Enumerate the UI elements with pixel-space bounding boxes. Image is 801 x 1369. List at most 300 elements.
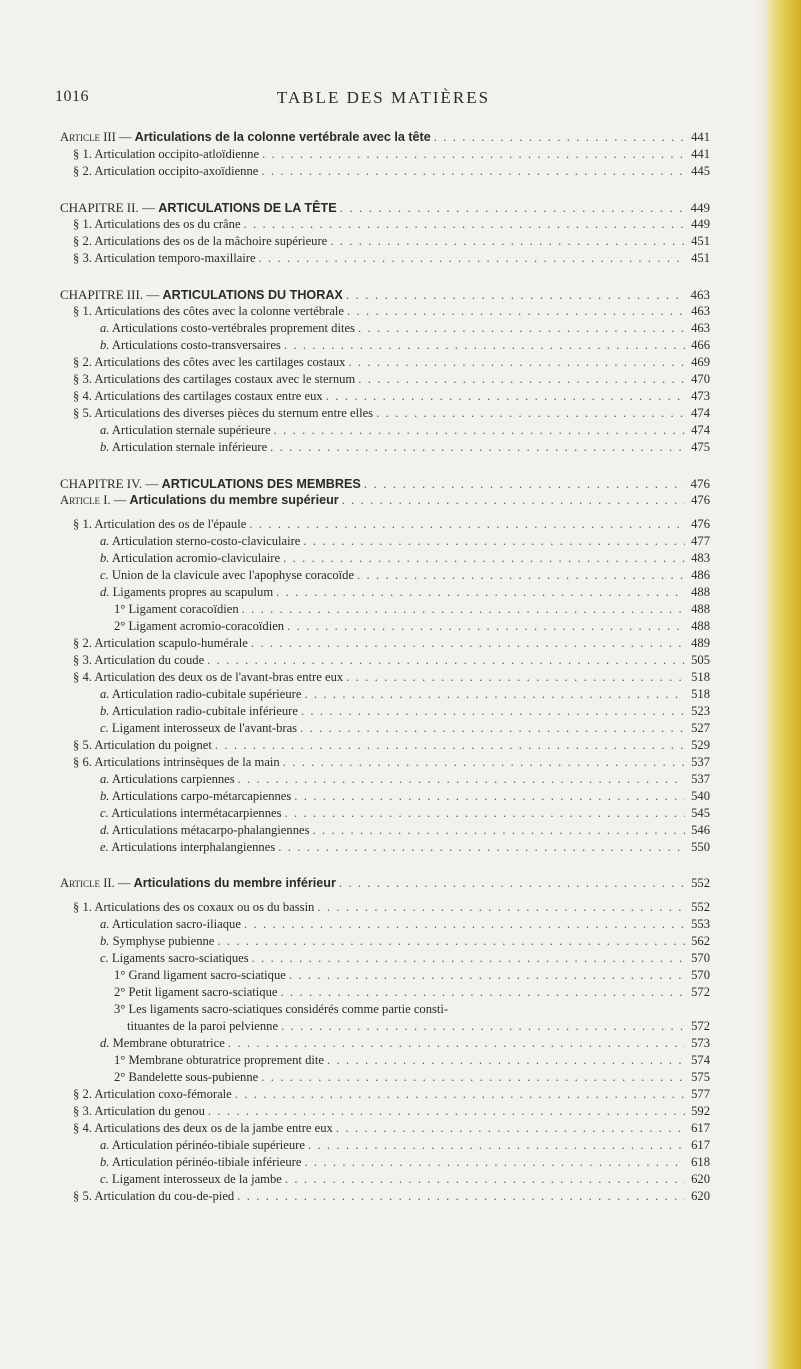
- toc-chapter: [60, 286, 710, 303]
- toc-page-number: 617: [691, 1138, 710, 1152]
- toc-page-number: 577: [691, 1087, 710, 1101]
- toc-text: 2° Ligament acromio-coracoïdien: [114, 619, 285, 633]
- toc-section: [60, 635, 710, 652]
- dot-leader: [284, 337, 685, 354]
- toc-page-number: 620: [691, 1172, 710, 1186]
- toc-item: [60, 1052, 710, 1069]
- toc-text: 1° Grand ligament sacro-sciatique: [114, 968, 286, 982]
- toc-text: 3° Les ligaments sacro-sciatiques considérés comme partie consti-: [114, 1002, 449, 1016]
- toc-page-number: 546: [691, 823, 710, 837]
- toc-label: [100, 788, 291, 805]
- toc-label: [60, 129, 431, 146]
- dot-leader: [215, 737, 685, 754]
- toc-page-number: 592: [691, 1104, 710, 1118]
- dot-leader: [244, 916, 685, 933]
- toc-page-number: 617: [691, 1121, 710, 1135]
- toc-letter: d.: [100, 1036, 110, 1050]
- toc-label: [73, 354, 345, 371]
- toc-subsection: [60, 771, 710, 788]
- dot-leader: [270, 439, 685, 456]
- dot-leader: [228, 1035, 685, 1052]
- toc-page-number: 449: [691, 217, 710, 231]
- toc-text: Articulations costo-vertébrales proprement dites: [109, 321, 355, 335]
- toc-label: [100, 686, 301, 703]
- toc-text: § 2. Articulation occipito-axoïdienne: [73, 164, 259, 178]
- toc-label: [73, 899, 314, 916]
- dot-leader: [252, 950, 685, 967]
- toc-label: [100, 703, 298, 720]
- toc-label: [114, 1001, 448, 1018]
- toc-heading-prefix: Article III —: [60, 130, 135, 144]
- toc-text: § 3. Articulation du coude: [73, 653, 205, 667]
- toc-page-number: 488: [691, 602, 710, 616]
- dot-leader: [317, 899, 685, 916]
- toc-page-number: 537: [691, 772, 710, 786]
- toc-label: [100, 533, 300, 550]
- toc-label: [73, 233, 327, 250]
- toc-section: [60, 516, 710, 533]
- toc-article: [60, 129, 710, 146]
- toc-letter: b.: [100, 789, 110, 803]
- toc-section: [60, 250, 710, 267]
- toc-subsection: [60, 439, 710, 456]
- dot-leader: [249, 516, 685, 533]
- toc-label: [73, 371, 355, 388]
- dot-leader: [340, 199, 685, 216]
- toc-label: [100, 771, 235, 788]
- toc-subsection: [60, 703, 710, 720]
- toc-page-number: 575: [691, 1070, 710, 1084]
- toc-label: [73, 216, 241, 233]
- toc-text: § 3. Articulation du genou: [73, 1104, 205, 1118]
- toc-label: [60, 492, 339, 509]
- toc-label: [100, 422, 271, 439]
- toc-page-number: 518: [691, 687, 710, 701]
- dot-leader: [346, 669, 685, 686]
- toc-subsection: [60, 950, 710, 967]
- toc-section: [60, 388, 710, 405]
- dot-leader: [376, 405, 685, 422]
- toc-page-number: 475: [691, 440, 710, 454]
- dot-leader: [364, 475, 685, 492]
- toc-subsection: [60, 805, 710, 822]
- dot-leader: [303, 533, 685, 550]
- toc-label: [100, 805, 282, 822]
- toc-heading-title: ARTICULATIONS DE LA TÊTE: [158, 201, 337, 215]
- toc-text: Articulation sternale supérieure: [109, 423, 271, 437]
- dot-leader: [259, 250, 685, 267]
- toc-page-number: 488: [691, 585, 710, 599]
- toc-section: [60, 669, 710, 686]
- toc-label: [100, 1137, 305, 1154]
- toc-heading-title: ARTICULATIONS DES MEMBRES: [161, 477, 361, 491]
- toc-letter: a.: [100, 1138, 110, 1152]
- toc-page-number: 527: [691, 721, 710, 735]
- toc-item: [60, 984, 710, 1001]
- toc-article: [60, 492, 710, 509]
- toc-text: § 2. Articulations des côtes avec les cartilages costaux: [73, 355, 346, 369]
- toc-label: [73, 388, 323, 405]
- toc-label: [73, 250, 256, 267]
- dot-leader: [276, 584, 685, 601]
- toc-letter: e.: [100, 840, 109, 854]
- toc-text: tituantes de la paroi pelvienne: [127, 1019, 279, 1033]
- toc-heading-prefix: CHAPITRE II. —: [60, 200, 159, 215]
- dot-leader: [347, 303, 685, 320]
- dot-leader: [339, 875, 685, 892]
- toc-text: § 1. Articulations des os du crâne: [73, 217, 241, 231]
- toc-page-number: 445: [691, 164, 710, 178]
- toc-page-number: 470: [691, 372, 710, 386]
- toc-text: Articulation acromio-claviculaire: [109, 551, 281, 565]
- toc-subsection: [60, 337, 710, 354]
- toc-page-number: 451: [691, 251, 710, 265]
- toc-page-number: 476: [690, 476, 710, 491]
- toc-label: [60, 199, 337, 217]
- toc-label: [73, 737, 212, 754]
- toc-chapter: [60, 475, 710, 492]
- toc-text: Ligament interosseux de l'avant-bras: [108, 721, 298, 735]
- dot-leader: [208, 1103, 685, 1120]
- toc-item: [60, 1069, 710, 1086]
- dot-leader: [308, 1137, 685, 1154]
- toc-page-number: 463: [690, 287, 710, 302]
- toc-label: [100, 839, 275, 856]
- toc-label: [73, 1120, 333, 1137]
- dot-leader: [346, 286, 685, 303]
- page-edge-shadow: [757, 0, 767, 1369]
- toc-subsection: [60, 933, 710, 950]
- toc-label: [100, 1171, 282, 1188]
- toc-letter: c.: [100, 806, 109, 820]
- dot-leader: [274, 422, 685, 439]
- toc-label: [100, 567, 354, 584]
- toc-text: 1° Ligament coracoïdien: [114, 602, 239, 616]
- toc-text: § 5. Articulation du poignet: [73, 738, 212, 752]
- toc-letter: a.: [100, 321, 110, 335]
- toc-section: [60, 899, 710, 916]
- toc-label: [73, 146, 259, 163]
- toc-text: Ligaments propres au scapulum: [109, 585, 274, 599]
- dot-leader: [237, 1188, 685, 1205]
- dot-leader: [261, 1069, 685, 1086]
- toc-text: Articulations métacarpo-phalangiennes: [109, 823, 310, 837]
- toc-text: Articulations costo-transversaires: [109, 338, 281, 352]
- toc-label: [100, 1154, 301, 1171]
- dot-leader: [251, 635, 685, 652]
- toc-label: [73, 405, 373, 422]
- dot-leader: [304, 1154, 685, 1171]
- toc-text: Membrane obturatrice: [109, 1036, 225, 1050]
- toc-page-number: 540: [691, 789, 710, 803]
- toc-letter: b.: [100, 704, 110, 718]
- toc-subsection: [60, 550, 710, 567]
- dot-leader: [289, 967, 685, 984]
- toc-subsection: [60, 584, 710, 601]
- toc-text: Articulation périnéo-tibiale inférieure: [109, 1155, 302, 1169]
- toc-heading-prefix: Article II. —: [60, 876, 134, 890]
- toc-subsection: [60, 422, 710, 439]
- toc-label: [100, 720, 297, 737]
- toc-label: [73, 1103, 205, 1120]
- toc-text: Articulations interphalangiennes: [108, 840, 276, 854]
- page-header: [55, 88, 712, 112]
- toc-label: [100, 320, 355, 337]
- toc-item: [60, 618, 710, 635]
- toc-text: § 2. Articulations des os de la mâchoire supérieure: [73, 234, 328, 248]
- toc-page-number: 620: [691, 1189, 710, 1203]
- toc-text: Articulation périnéo-tibiale supérieure: [109, 1138, 305, 1152]
- dot-leader: [280, 984, 685, 1001]
- toc-page-number: 476: [691, 517, 710, 531]
- toc-label: [73, 163, 258, 180]
- dot-leader: [235, 1086, 685, 1103]
- toc-label: [73, 652, 204, 669]
- toc-page-number: 572: [691, 1019, 710, 1033]
- toc-subsection: [60, 916, 710, 933]
- toc-section: [60, 737, 710, 754]
- toc-letter: b.: [100, 934, 110, 948]
- toc-page-number: 476: [691, 493, 710, 507]
- toc-subsection: [60, 1171, 710, 1188]
- toc-letter: b.: [100, 1155, 110, 1169]
- toc-label: [100, 822, 309, 839]
- toc-text: § 2. Articulation scapulo-humérale: [73, 636, 248, 650]
- toc-page-number: 552: [691, 900, 710, 914]
- toc-chapter: [60, 199, 710, 216]
- toc-page-number: 474: [691, 423, 710, 437]
- toc-text: § 1. Articulation des os de l'épaule: [73, 517, 247, 531]
- toc-page-number: 518: [691, 670, 710, 684]
- toc-letter: a.: [100, 772, 110, 786]
- toc-heading-title: ARTICULATIONS DU THORAX: [162, 288, 343, 302]
- toc-text: Articulation sternale inférieure: [109, 440, 268, 454]
- toc-label: [114, 984, 277, 1001]
- dot-leader: [238, 771, 685, 788]
- toc-section: [60, 1086, 710, 1103]
- toc-label: [100, 1035, 225, 1052]
- toc-label: [100, 933, 214, 950]
- toc-label: [60, 475, 361, 493]
- toc-text: § 5. Articulation du cou-de-pied: [73, 1189, 235, 1203]
- toc-label: [100, 950, 249, 967]
- toc-label: [73, 635, 248, 652]
- dot-leader: [244, 216, 685, 233]
- toc-text: 1° Membrane obturatrice proprement dite: [114, 1053, 324, 1067]
- dot-leader: [330, 233, 685, 250]
- toc-label: [100, 439, 267, 456]
- toc-section: [60, 146, 710, 163]
- toc-label: [114, 967, 286, 984]
- toc-page-number: 477: [691, 534, 710, 548]
- toc-page-number: 441: [691, 147, 710, 161]
- toc-heading-title: Articulations du membre supérieur: [129, 493, 339, 507]
- toc-label: [114, 1069, 258, 1086]
- toc-section: [60, 163, 710, 180]
- toc-label: [73, 669, 343, 686]
- toc-text: Symphyse pubienne: [109, 934, 215, 948]
- toc-subsection: [60, 720, 710, 737]
- toc-page-number: 488: [691, 619, 710, 633]
- table-of-contents: [60, 129, 710, 1205]
- toc-text: Union de la clavicule avec l'apophyse coracoïde: [108, 568, 355, 582]
- dot-leader: [285, 805, 685, 822]
- toc-letter: d.: [100, 823, 110, 837]
- toc-text: § 4. Articulation des deux os de l'avant-bras entre eux: [73, 670, 344, 684]
- toc-item-continuation: [60, 1018, 710, 1035]
- toc-subsection: [60, 567, 710, 584]
- toc-text: Articulation sterno-costo-claviculaire: [109, 534, 301, 548]
- toc-label: [73, 1086, 232, 1103]
- toc-page-number: 537: [691, 755, 710, 769]
- dot-leader: [326, 388, 685, 405]
- toc-letter: a.: [100, 917, 110, 931]
- toc-letter: b.: [100, 551, 110, 565]
- toc-label: [73, 1188, 234, 1205]
- toc-section: [60, 233, 710, 250]
- toc-label: [73, 754, 280, 771]
- toc-page-number: 572: [691, 985, 710, 999]
- toc-page-number: 618: [691, 1155, 710, 1169]
- toc-section: [60, 1103, 710, 1120]
- toc-label: [60, 875, 336, 892]
- toc-item: [60, 1001, 710, 1018]
- toc-text: 2° Petit ligament sacro-sciatique: [114, 985, 278, 999]
- dot-leader: [336, 1120, 685, 1137]
- toc-text: Ligaments sacro-sciatiques: [108, 951, 249, 965]
- toc-label: [100, 916, 241, 933]
- toc-text: § 3. Articulations des cartilages costaux avec le sternum: [73, 372, 356, 386]
- dot-leader: [342, 492, 685, 509]
- dot-leader: [301, 703, 685, 720]
- toc-heading-title: Articulations de la colonne vertébrale avec la tête: [134, 130, 431, 144]
- toc-page-number: 474: [691, 406, 710, 420]
- toc-page-number: 463: [691, 304, 710, 318]
- toc-label: [60, 286, 343, 304]
- dot-leader: [283, 550, 685, 567]
- toc-label: [100, 584, 273, 601]
- toc-letter: a.: [100, 534, 110, 548]
- dot-leader: [242, 601, 685, 618]
- toc-text: § 4. Articulations des cartilages costaux entre eux: [73, 389, 323, 403]
- toc-page-number: 552: [691, 876, 710, 890]
- toc-page-number: 562: [691, 934, 710, 948]
- toc-letter: c.: [100, 951, 109, 965]
- toc-label: [114, 601, 239, 618]
- page-edge-tint: [767, 0, 801, 1369]
- toc-page-number: 570: [691, 968, 710, 982]
- toc-text: § 3. Articulation temporo-maxillaire: [73, 251, 256, 265]
- page-number: 1016: [55, 88, 89, 105]
- dot-leader: [357, 567, 685, 584]
- dot-leader: [285, 1171, 685, 1188]
- dot-leader: [207, 652, 685, 669]
- toc-subsection: [60, 788, 710, 805]
- toc-letter: c.: [100, 568, 109, 582]
- toc-section: [60, 1188, 710, 1205]
- toc-page-number: 550: [691, 840, 710, 854]
- toc-section: [60, 216, 710, 233]
- dot-leader: [434, 129, 685, 146]
- toc-subsection: [60, 686, 710, 703]
- toc-page-number: 545: [691, 806, 710, 820]
- toc-page-number: 466: [691, 338, 710, 352]
- toc-text: § 1. Articulations des os coxaux ou os du bassin: [73, 900, 315, 914]
- toc-subsection: [60, 1154, 710, 1171]
- dot-leader: [358, 320, 685, 337]
- toc-subsection: [60, 839, 710, 856]
- toc-letter: b.: [100, 338, 110, 352]
- toc-subsection: [60, 1137, 710, 1154]
- toc-letter: c.: [100, 721, 109, 735]
- toc-text: Articulation sacro-iliaque: [109, 917, 241, 931]
- toc-page-number: 529: [691, 738, 710, 752]
- dot-leader: [358, 371, 685, 388]
- toc-page-number: 469: [691, 355, 710, 369]
- toc-item: [60, 601, 710, 618]
- dot-leader: [348, 354, 685, 371]
- toc-text: Articulations carpo-métarcapiennes: [109, 789, 292, 803]
- toc-text: Articulations intermétacarpiennes: [108, 806, 282, 820]
- toc-label: [73, 303, 344, 320]
- toc-section: [60, 754, 710, 771]
- toc-page-number: 486: [691, 568, 710, 582]
- toc-letter: c.: [100, 1172, 109, 1186]
- toc-page-number: 473: [691, 389, 710, 403]
- toc-page-number: 523: [691, 704, 710, 718]
- toc-section: [60, 1120, 710, 1137]
- toc-section: [60, 303, 710, 320]
- dot-leader: [294, 788, 685, 805]
- toc-heading-prefix: CHAPITRE IV. —: [60, 476, 162, 491]
- toc-heading-prefix: Article I. —: [60, 493, 130, 507]
- toc-label: [73, 516, 246, 533]
- toc-label: [100, 337, 281, 354]
- toc-page-number: 451: [691, 234, 710, 248]
- dot-leader: [283, 754, 685, 771]
- toc-subsection: [60, 1035, 710, 1052]
- toc-letter: b.: [100, 440, 110, 454]
- toc-text: § 5. Articulations des diverses pièces du sternum entre elles: [73, 406, 374, 420]
- toc-label: [114, 1052, 324, 1069]
- dot-leader: [327, 1052, 685, 1069]
- dot-leader: [261, 163, 685, 180]
- toc-subsection: [60, 533, 710, 550]
- toc-text: § 2. Articulation coxo-fémorale: [73, 1087, 232, 1101]
- running-title: TABLE DES MATIÈRES: [276, 88, 491, 107]
- toc-text: 2° Bandelette sous-pubienne: [114, 1070, 259, 1084]
- toc-section: [60, 371, 710, 388]
- toc-letter: a.: [100, 687, 110, 701]
- toc-section: [60, 652, 710, 669]
- toc-label: [114, 618, 284, 635]
- toc-page-number: 489: [691, 636, 710, 650]
- toc-text: Ligament interosseux de la jambe: [108, 1172, 282, 1186]
- toc-heading-prefix: CHAPITRE III. —: [60, 287, 163, 302]
- toc-subsection: [60, 822, 710, 839]
- toc-text: Articulation radio-cubitale supérieure: [109, 687, 302, 701]
- toc-text: § 6. Articulations intrinsèques de la main: [73, 755, 280, 769]
- dot-leader: [312, 822, 685, 839]
- toc-page-number: 463: [691, 321, 710, 335]
- toc-page-number: 574: [691, 1053, 710, 1067]
- toc-page-number: 570: [691, 951, 710, 965]
- toc-text: § 4. Articulations des deux os de la jambe entre eux: [73, 1121, 333, 1135]
- toc-label: [100, 550, 280, 567]
- toc-text: Articulations carpiennes: [109, 772, 235, 786]
- toc-section: [60, 354, 710, 371]
- toc-page-number: 441: [691, 130, 710, 144]
